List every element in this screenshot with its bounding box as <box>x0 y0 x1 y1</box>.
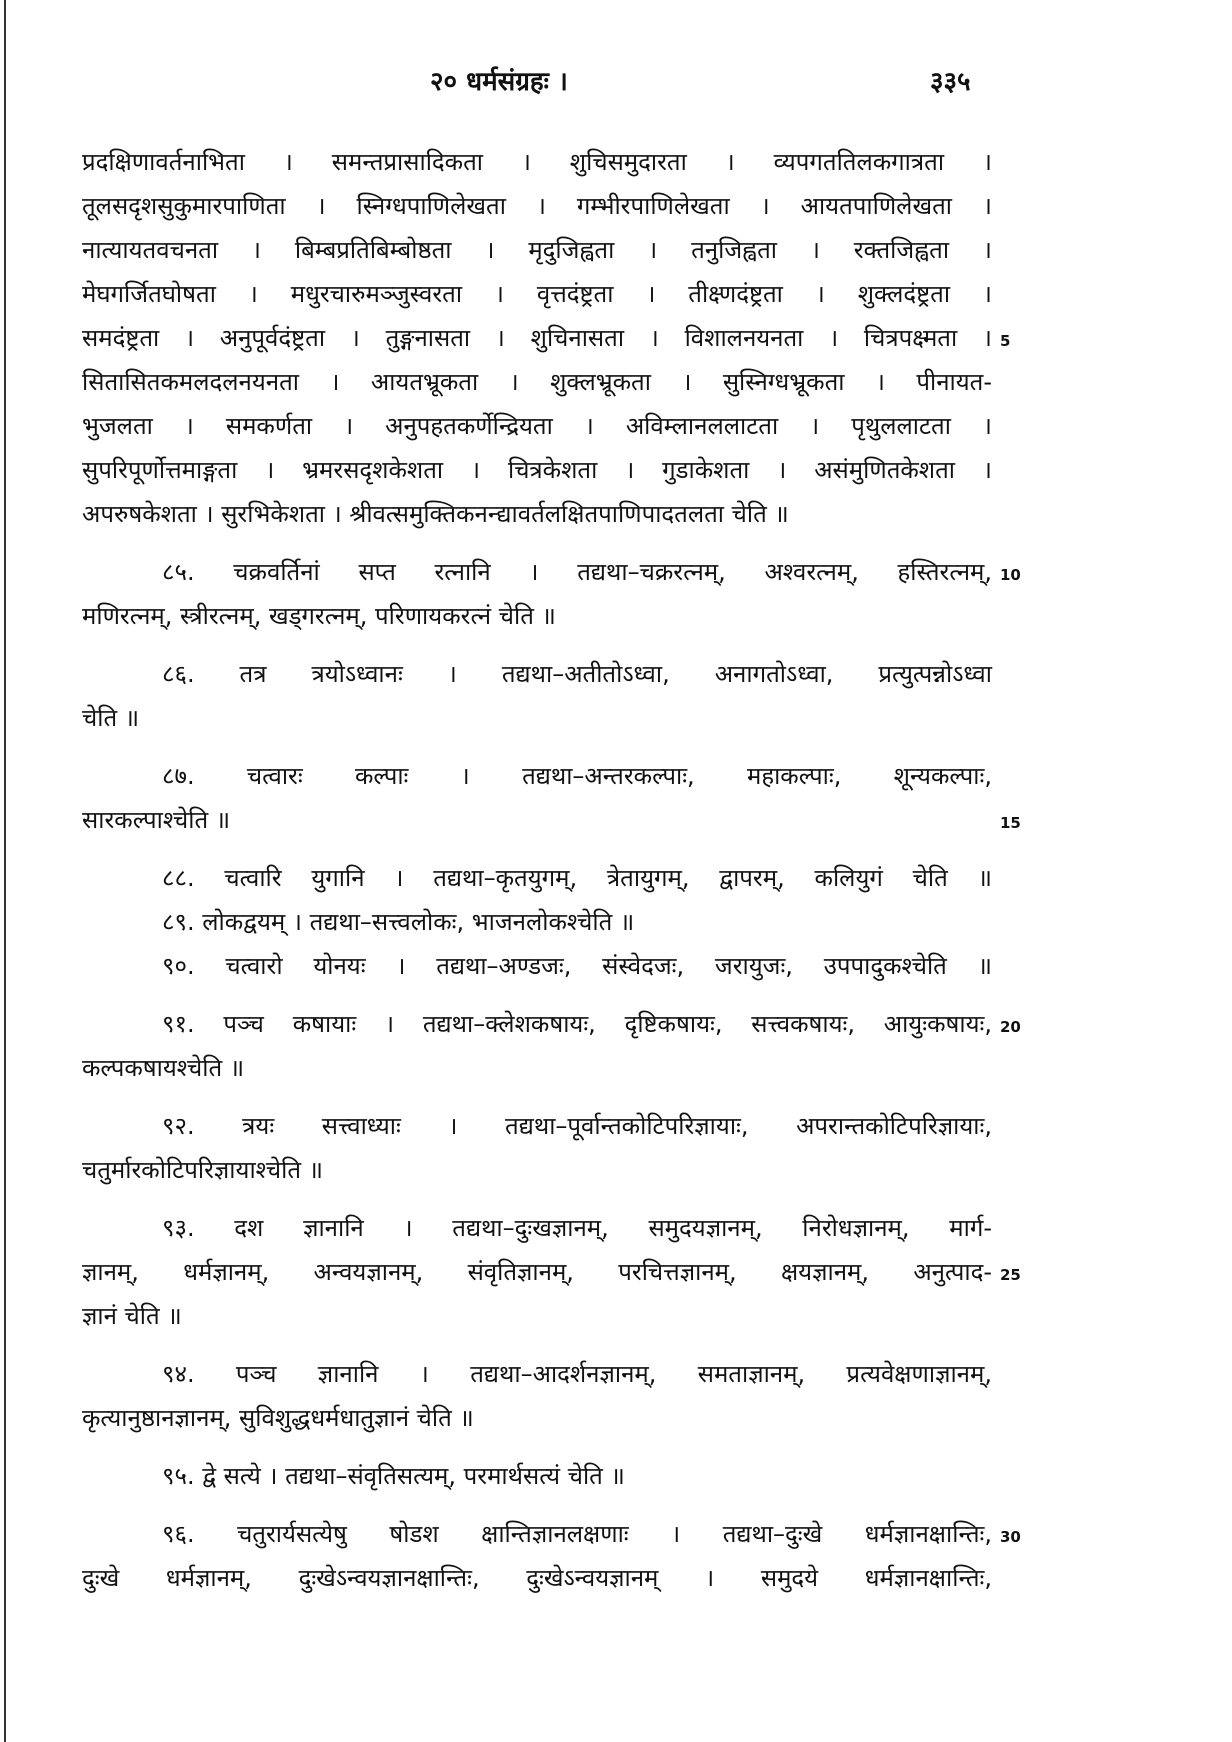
text-line <box>82 652 992 696</box>
text-line <box>82 228 992 272</box>
text-line <box>82 594 992 638</box>
text-line <box>82 1556 992 1600</box>
text-line <box>82 856 992 900</box>
line-text: कल्पकषायश्चेति ॥ <box>82 1054 245 1082</box>
line-text: कृत्यानुष्ठानज्ञानम्, सुविशुद्धधर्मधातुज्ञानं चेति ॥ <box>82 1404 474 1432</box>
text-line <box>82 798 1021 842</box>
text-line <box>82 1148 992 1192</box>
text-line <box>82 1002 1021 1046</box>
line-text: ८६. तत्र त्रयोऽध्वानः । तद्यथा–अतीतोऽध्वा, अनागतोऽध्वा, प्रत्युत्पन्नोऽध्वा <box>162 660 992 688</box>
line-number: 10 <box>1000 566 1021 584</box>
line-text: सारकल्पाश्चेति ॥ <box>82 806 231 834</box>
line-text: ८७. चत्वारः कल्पाः । तद्यथा–अन्तरकल्पाः, महाकल्पाः, शून्यकल्पाः, <box>162 762 992 790</box>
text-line <box>82 754 992 798</box>
line-text: ९३. दश ज्ञानानि । तद्यथा–दुःखज्ञानम्, समुदयज्ञानम्, निरोधज्ञानम्, मार्ग- <box>162 1214 992 1242</box>
line-text: ८८. चत्वारि युगानि । तद्यथा–कृतयुगम्, त्रेतायुगम्, द्वापरम्, कलियुगं चेति ॥ <box>162 864 992 892</box>
text-line <box>82 1250 1021 1294</box>
text-line <box>82 550 1021 594</box>
text-line <box>82 1104 992 1148</box>
line-number: 30 <box>1000 1528 1021 1546</box>
line-text: ९४. पञ्च ज्ञानानि । तद्यथा–आदर्शनज्ञानम्, समताज्ञानम्, प्रत्यवेक्षणाज्ञानम्, <box>162 1360 992 1388</box>
line-text: सितासितकमलदलनयनता । आयतभ्रूकता । शुक्लभ्रूकता । सुस्निग्धभ्रूकता । पीनायत- <box>82 368 992 396</box>
line-text: ज्ञानम्, धर्मज्ञानम्, अन्वयज्ञानम्, संवृतिज्ञानम्, परचित्तज्ञानम्, क्षयज्ञानम्, अनुत्पाद- <box>82 1258 992 1286</box>
line-text: ९०. चत्वारो योनयः । तद्यथा–अण्डजः, संस्वेदजः, जरायुजः, उपपादुकश्चेति ॥ <box>162 952 992 980</box>
text-line <box>82 184 992 228</box>
line-text: चतुर्मारकोटिपरिज्ञायाश्चेति ॥ <box>82 1156 324 1184</box>
page-number: ३३५ <box>930 67 971 97</box>
line-text: ८९. लोकद्वयम् । तद्यथा–सत्त्वलोकः, भाजनलोकश्चेति ॥ <box>162 908 635 936</box>
line-text: समदंष्ट्रता । अनुपूर्वदंष्ट्रता । तुङ्गनासता । शुचिनासता । विशालनयनता । चित्रपक्ष्मता । <box>82 324 992 352</box>
text-line <box>82 360 992 404</box>
line-number: 5 <box>1000 332 1011 350</box>
text-line <box>82 1512 1021 1556</box>
line-text: ज्ञानं चेति ॥ <box>82 1302 182 1330</box>
line-number: 25 <box>1000 1266 1021 1284</box>
text-line <box>82 944 992 988</box>
line-text: अपरुषकेशता । सुरभिकेशता । श्रीवत्समुक्तिकनन्द्यावर्तलक्षितपाणिपादतलता चेति ॥ <box>82 500 789 528</box>
text-line <box>82 140 992 184</box>
line-text: भुजलता । समकर्णता । अनुपहतकर्णेन्द्रियता । अविम्लानललाटता । पृथुललाटता । <box>82 412 992 440</box>
text-line <box>82 1454 992 1498</box>
text-line <box>82 1206 992 1250</box>
line-number: 15 <box>1000 814 1021 832</box>
text-line <box>82 448 992 492</box>
text-line <box>82 272 992 316</box>
line-text: ९२. त्रयः सत्त्वाध्याः । तद्यथा–पूर्वान्तकोटिपरिज्ञायाः, अपरान्तकोटिपरिज्ञायाः, <box>162 1112 992 1140</box>
text-line <box>82 492 992 536</box>
line-number: 20 <box>1000 1018 1021 1036</box>
line-text: चेति ॥ <box>82 704 140 732</box>
text-line <box>82 316 1011 360</box>
running-head: २० धर्मसंग्रहः । <box>430 67 568 97</box>
text-line <box>82 1046 992 1090</box>
line-text: मणिरत्नम्, स्त्रीरत्नम्, खड्गरत्नम्, परिणायकरत्नं चेति ॥ <box>82 602 556 630</box>
text-line <box>82 696 992 740</box>
text-line <box>82 900 992 944</box>
text-line <box>82 1294 992 1338</box>
text-line <box>82 404 992 448</box>
line-text: सुपरिपूर्णोत्तमाङ्गता । भ्रमरसदृशकेशता । चित्रकेशता । गुडाकेशता । असंमुणितकेशता । <box>82 456 992 484</box>
line-text: ९६. चतुरार्यसत्येषु षोडश क्षान्तिज्ञानलक्षणाः । तद्यथा–दुःखे धर्मज्ञानक्षान्तिः, <box>162 1520 992 1548</box>
page-body <box>82 140 1021 1600</box>
line-text: मेघगर्जितघोषता । मधुरचारुमञ्जुस्वरता । वृत्तदंष्ट्रता । तीक्ष्णदंष्ट्रता । शुक्लदंष्ट्रता । <box>82 280 992 308</box>
line-text: प्रदक्षिणावर्तनाभिता । समन्तप्रासादिकता । शुचिसमुदारता । व्यपगततिलकगात्रता । <box>82 148 992 176</box>
line-text: ८५. चक्रवर्तिनां सप्त रत्नानि । तद्यथा–चक्ररत्नम्, अश्वरत्नम्, हस्तिरत्नम्, <box>162 558 992 586</box>
line-text: ९५. द्वे सत्ये । तद्यथा–संवृतिसत्यम्, परमार्थसत्यं चेति ॥ <box>162 1462 625 1490</box>
line-text: ९१. पञ्च कषायाः । तद्यथा–क्लेशकषायः, दृष्टिकषायः, सत्त्वकषायः, आयुःकषायः, <box>162 1010 992 1038</box>
line-text: तूलसदृशसुकुमारपाणिता । स्निग्धपाणिलेखता । गम्भीरपाणिलेखता । आयतपाणिलेखता । <box>82 192 992 220</box>
text-line <box>82 1352 992 1396</box>
text-line <box>82 1396 992 1440</box>
page-header <box>0 62 1232 102</box>
line-text: दुःखे धर्मज्ञानम्, दुःखेऽन्वयज्ञानक्षान्तिः, दुःखेऽन्वयज्ञानम् । समुदये धर्मज्ञानक्षान्तिः, <box>82 1564 992 1592</box>
line-text: नात्यायतवचनता । बिम्बप्रतिबिम्बोष्ठता । मृदुजिह्वता । तनुजिह्वता । रक्तजिह्वता । <box>82 236 992 264</box>
